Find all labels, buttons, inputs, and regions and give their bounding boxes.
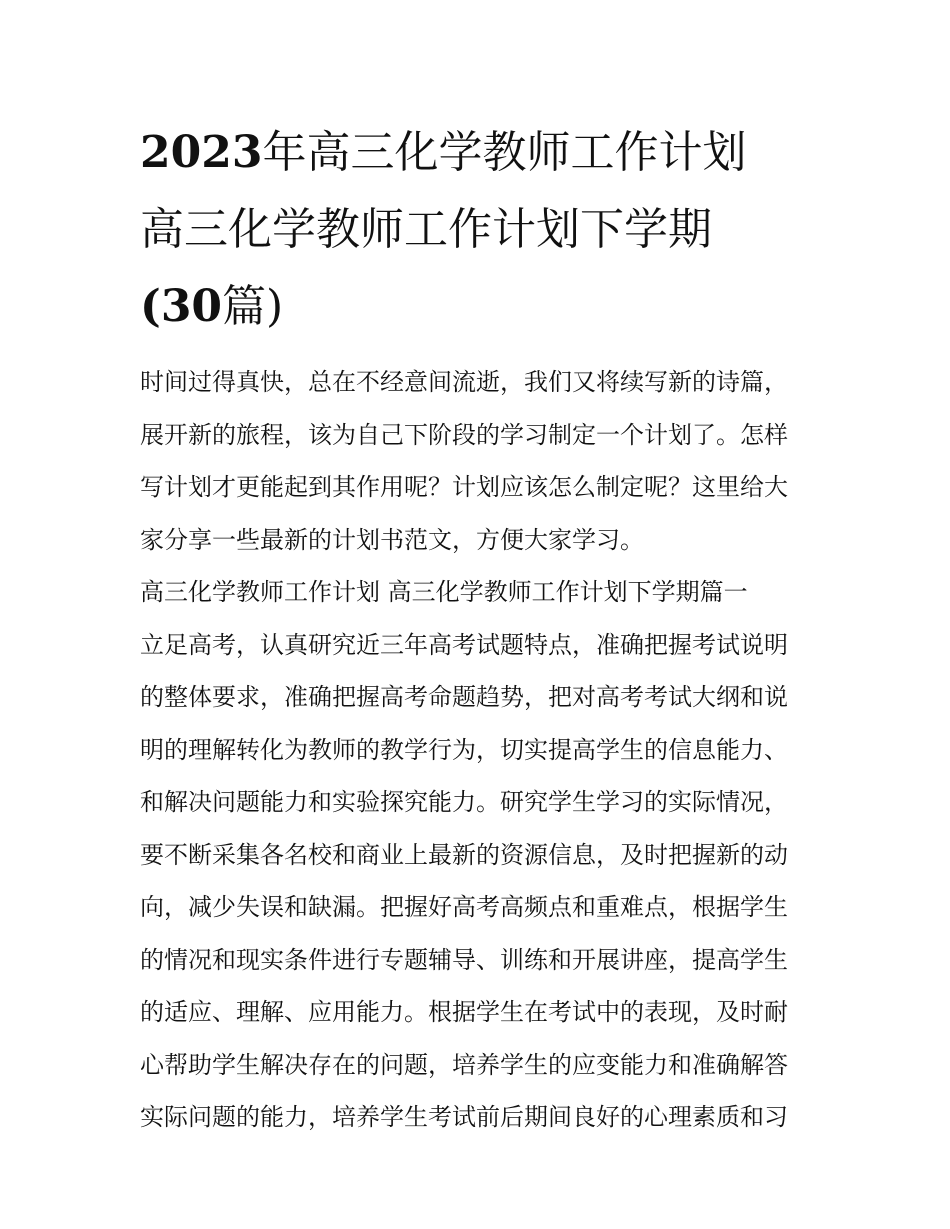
- title-line-1: [140, 114, 820, 191]
- body-line: 向，减少失误和缺漏。把握好高考高频点和重难点，根据学生: [140, 893, 788, 921]
- intro-line: 展开新的旅程，该为自己下阶段的学习制定一个计划了。怎样: [140, 420, 788, 449]
- title-line-3-text: 篇): [222, 281, 284, 332]
- body-line: 立足高考，认真研究近三年高考试题特点，准确把握考试说明: [140, 630, 788, 659]
- intro-line: 家分享一些最新的计划书范文，方便大家学习。: [140, 525, 644, 554]
- body-line: 的情况和现实条件进行专题辅导、训练和开展讲座，提高学生: [140, 945, 788, 974]
- section-heading: 高三化学教师工作计划 高三化学教师工作计划下学期篇一: [140, 578, 748, 606]
- body-line: 明的理解转化为教师的教学行为，切实提高学生的信息能力、: [140, 735, 788, 764]
- intro-line: 写计划才更能起到其作用呢？计划应该怎么制定呢？这里给大: [140, 473, 788, 501]
- body-line: 心帮助学生解决存在的问题，培养学生的应变能力和准确解答: [140, 1050, 788, 1079]
- title-year: 2023: [140, 127, 263, 178]
- body-line: 的适应、理解、应用能力。根据学生在考试中的表现，及时耐: [140, 998, 788, 1026]
- body-line: 的整体要求，准确把握高考命题趋势，把对高考考试大纲和说: [140, 683, 788, 711]
- title-line-2: 高三化学教师工作计划下学期: [140, 204, 712, 255]
- title-line-1-text: 年高三化学教师工作计划: [262, 127, 747, 178]
- body-line: 要不断采集各名校和商业上最新的资源信息，及时把握新的动: [140, 840, 788, 869]
- title-line-3: [140, 268, 820, 345]
- body-line: 和解决问题能力和实验探究能力。研究学生学习的实际情况，: [140, 788, 788, 816]
- body-line: 实际问题的能力，培养学生考试前后期间良好的心理素质和习: [140, 1103, 788, 1131]
- document-title: [140, 114, 820, 345]
- title-count: (30: [140, 281, 223, 332]
- intro-line: 时间过得真快，总在不经意间流逝，我们又将续写新的诗篇，: [140, 368, 788, 396]
- document-body: [140, 356, 820, 1144]
